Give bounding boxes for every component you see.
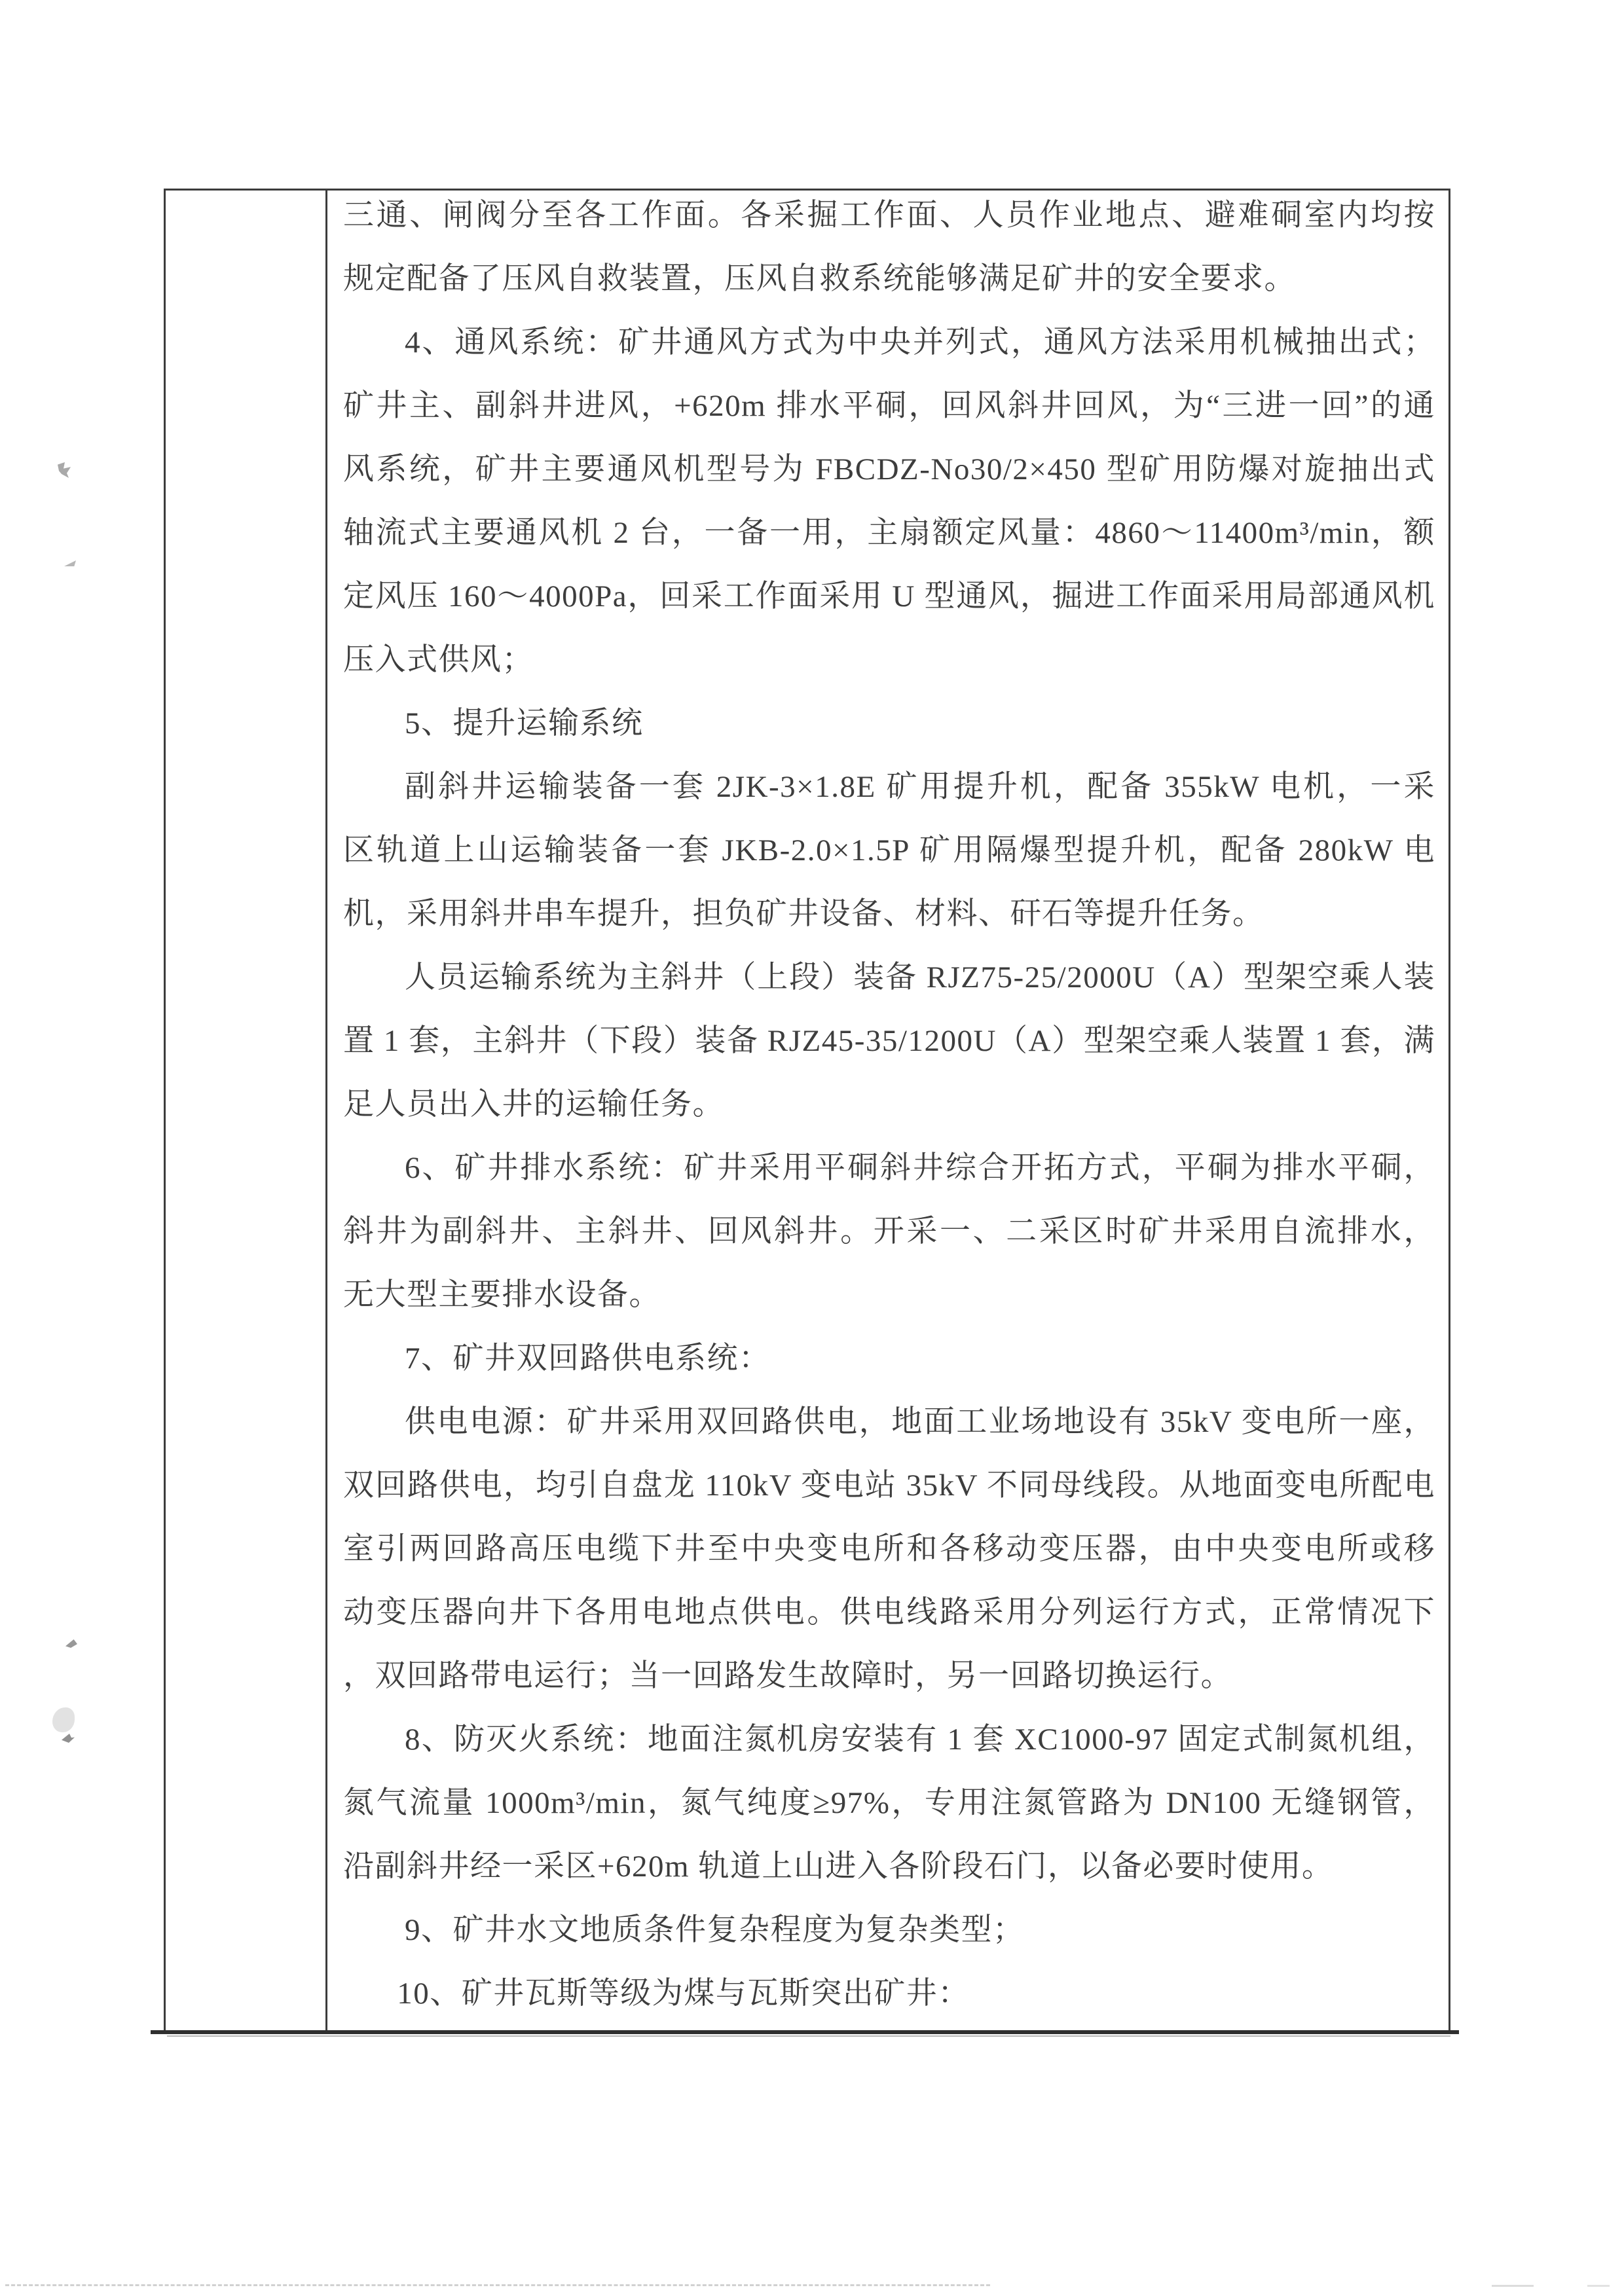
scanner-edge-line xyxy=(5,2284,990,2286)
text-line: 5、提升运输系统 xyxy=(405,706,644,740)
table-left-column xyxy=(166,191,327,2033)
text-line: 人员运输系统为主斜井（上段）装备 RJZ75-25/2000U（A）型架空乘人装 xyxy=(405,960,1435,994)
text-lines-container xyxy=(343,191,1435,2026)
text-line: 供电电源：矿井采用双回路供电，地面工业场地设有 35kV 变电所一座， xyxy=(405,1405,1435,1439)
text-line: 室引两回路高压电缆下井至中央变电所和各移动变压器，由中央变电所或移 xyxy=(343,1532,1435,1566)
table-frame xyxy=(164,189,1450,2033)
scan-speck xyxy=(64,560,76,566)
table-bottom-border-shadow xyxy=(167,2035,1450,2037)
text-line: 足人员出入井的运输任务。 xyxy=(343,1087,724,1121)
text-line: 沿副斜井经一采区+620m 轨道上山进入各阶段石门，以备必要时使用。 xyxy=(343,1850,1334,1884)
text-line: 三通、闸阀分至各工作面。各采掘工作面、人员作业地点、避难硐室内均按 xyxy=(343,198,1435,232)
scanner-edge-mark xyxy=(1492,2285,1534,2287)
text-line: 轴流式主要通风机 2 台，一备一用，主扇额定风量：4860～11400m³/min，额 xyxy=(343,516,1435,550)
text-line: 无大型主要排水设备。 xyxy=(343,1278,661,1312)
text-line: 置 1 套，主斜井（下段）装备 RJZ45-35/1200U（A）型架空乘人装置 1 套，满 xyxy=(343,1024,1435,1058)
text-line: 区轨道上山运输装备一套 JKB-2.0×1.5P 矿用隔爆型提升机，配备 280kW 电 xyxy=(343,833,1435,867)
scan-speck xyxy=(58,462,71,478)
text-line: 双回路供电，均引自盘龙 110kV 变电站 35kV 不同母线段。从地面变电所配电 xyxy=(343,1468,1435,1503)
text-line: 7、矿井双回路供电系统： xyxy=(405,1341,771,1376)
text-line: 压入式供风； xyxy=(343,643,534,677)
text-line: 4、通风系统：矿井通风方式为中央并列式，通风方法采用机械抽出式； xyxy=(405,325,1435,359)
text-line: 规定配备了压风自救装置，压风自救系统能够满足矿井的安全要求。 xyxy=(343,262,1296,296)
text-line: 8、防灭火系统：地面注氮机房安装有 1 套 XC1000-97 固定式制氮机组， xyxy=(405,1722,1435,1757)
text-line: ，双回路带电运行；当一回路发生故障时，另一回路切换运行。 xyxy=(343,1659,1232,1693)
text-line: 副斜井运输装备一套 2JK-3×1.8E 矿用提升机，配备 355kW 电机，一采 xyxy=(405,770,1435,804)
text-line: 10、矿井瓦斯等级为煤与瓦斯突出矿井： xyxy=(397,1977,970,2011)
text-line: 机，采用斜井串车提升，担负矿井设备、材料、矸石等提升任务。 xyxy=(343,897,1264,931)
text-line: 动变压器向井下各用电地点供电。供电线路采用分列运行方式，正常情况下 xyxy=(343,1595,1435,1630)
text-line: 斜井为副斜井、主斜井、回风斜井。开采一、二采区时矿井采用自流排水， xyxy=(343,1214,1435,1248)
table-text-column xyxy=(327,191,1449,2033)
text-line: 氮气流量 1000m³/min，氮气纯度≥97%，专用注氮管路为 DN100 无缝钢管， xyxy=(343,1786,1435,1820)
scan-speck xyxy=(52,1707,75,1732)
text-line: 风系统，矿井主要通风机型号为 FBCDZ-No30/2×450 型矿用防爆对旋抽出式 xyxy=(343,452,1435,486)
text-line: 9、矿井水文地质条件复杂程度为复杂类型； xyxy=(405,1913,1025,1947)
text-line: 矿井主、副斜井进风，+620m 排水平硐，回风斜井回风，为“三进一回”的通 xyxy=(343,389,1435,423)
text-line: 定风压 160～4000Pa，回采工作面采用 U 型通风，掘进工作面采用局部通风机 xyxy=(343,579,1435,613)
scan-speck xyxy=(62,1734,75,1743)
scan-speck xyxy=(65,1639,77,1648)
table-bottom-border xyxy=(151,2030,1459,2034)
text-line: 6、矿井排水系统：矿井采用平硐斜井综合开拓方式，平硐为排水平硐， xyxy=(405,1151,1435,1185)
scanner-edge-mark xyxy=(1587,2285,1610,2287)
